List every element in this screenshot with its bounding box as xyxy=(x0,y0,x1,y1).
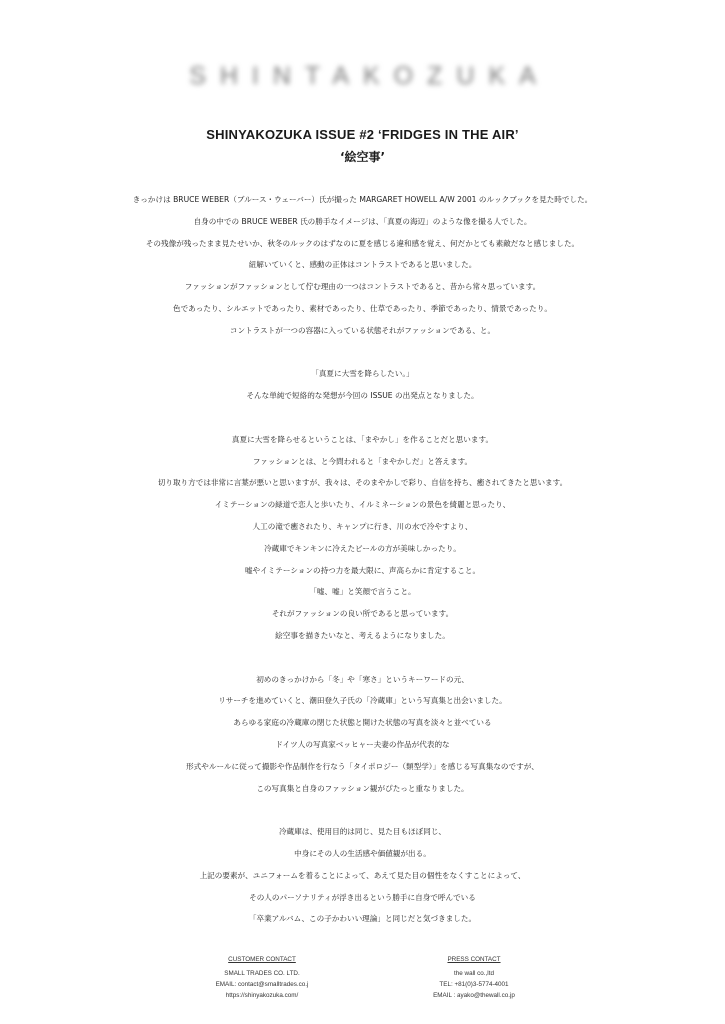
text-line: ドイツ人の写真家ベッヒャー夫妻の作品が代表的な xyxy=(275,739,450,749)
customer-contact xyxy=(152,954,372,1001)
paragraph-gap xyxy=(0,647,725,669)
text-line: 中身にその人の生活感や価値観が出る。 xyxy=(294,848,431,858)
text-line: あらゆる家庭の冷蔵庫の閉じた状態と開けた状態の写真を淡々と並べている xyxy=(233,718,492,728)
text-line: ファッションがファッションとして佇む理由の一つはコントラストであると、昔から常々思っています。 xyxy=(184,282,541,292)
text-line: きっかけは BRUCE WEBER（ブルース・ウェーバー）氏が撮った MARGARET HOWELL A/W 2001 のルックブックを見た時でした。 xyxy=(132,195,593,204)
paragraph-gap xyxy=(0,407,725,429)
statement-body xyxy=(0,189,725,930)
text-line: コントラストが一つの容器に入っている状態それがファッションである、と。 xyxy=(229,325,496,335)
text-line: 冷蔵庫は、使用目的は同じ、見た目もほぼ同じ、 xyxy=(278,827,447,837)
press-email-link[interactable]: EMAIL : ayako@thewall.co.jp xyxy=(433,992,515,999)
text-line: リサーチを進めていくと、潮田登久子氏の「冷蔵庫」という写真集と出会いました。 xyxy=(218,696,507,706)
customer-website-link[interactable]: https://shinyakozuka.com/ xyxy=(225,992,299,999)
text-line: そんな単純で短絡的な発想が今回の ISSUE の出発点となりました。 xyxy=(246,391,479,401)
press-tel: TEL: +81(0)3-5774-4001 xyxy=(439,981,509,988)
text-line: 「嘘、嘘」と笑顔で言うこと。 xyxy=(309,587,416,597)
text-line: それがファッションの良い所であると思っています。 xyxy=(271,609,454,619)
paragraph-gap xyxy=(0,799,725,821)
text-line: 自身の中での BRUCE WEBER 氏の勝手なイメージは、「真夏の海辺」のような像を撮る人でした。 xyxy=(193,216,532,226)
text-line: 形式やルールに従って撮影や作品制作を行なう「タイポロジー（類型学）」を感じる写真集なのですが、 xyxy=(186,761,539,771)
text-line: その人のパーソナリティが浮き出るという勝手に自身で呼んでいる xyxy=(249,892,476,902)
text-line: 初めのきっかけから「冬」や「寒さ」というキーワードの元、 xyxy=(256,674,469,684)
text-line: 冷蔵庫でキンキンに冷えたビールの方が美味しかったり。 xyxy=(264,543,461,553)
text-line: 絵空事を描きたいなと、考えるようになりました。 xyxy=(275,630,450,640)
text-line: 切り取り方では非常に言葉が悪いと思いますが、我々は、そのまやかしで彩り、自信を持ち、癒されてきたと思います。 xyxy=(157,478,568,488)
press-contact-heading: PRESS CONTACT xyxy=(447,956,501,963)
text-line: 色であったり、シルエットであったり、素材であったり、仕草であったり、季節であったり、情景であったり。 xyxy=(173,303,552,313)
press-company: the wall co.,ltd xyxy=(454,970,494,977)
text-line: この写真集と自身のファッション観がぴたっと重なりました。 xyxy=(256,783,469,793)
paragraph-gap xyxy=(0,342,725,364)
text-line: 真夏に大雪を降らせるということは、「まやかし」を作ることだと思います。 xyxy=(231,434,494,444)
text-line: 嘘やイミテーションの持つ力を最大限に、声高らかに肯定すること。 xyxy=(244,565,481,575)
text-line: その残像が残ったまま見たせいか、秋冬のルックのはずなのに夏を感じる違和感を覚え、何だかとても素敵だなと感じました。 xyxy=(145,238,580,248)
text-line: 「卒業アルバム、この子かわいい理論」と同じだと気づきました。 xyxy=(248,914,477,924)
customer-email-link[interactable]: EMAIL: contact@smalltrades.co.j xyxy=(215,981,309,988)
text-line: 人工の滝で癒されたり、キャンプに行き、川の水で冷やすより、 xyxy=(252,521,473,531)
text-line: 「真夏に大雪を降らしたい。」 xyxy=(311,369,414,379)
press-contact xyxy=(364,954,584,1001)
text-line: 紐解いていくと、感動の正体はコントラストであると思いました。 xyxy=(248,260,477,270)
brand-logo: SHINTAKOZUKA xyxy=(189,62,550,90)
page-subtitle: ‘絵空事’ xyxy=(339,150,386,164)
customer-company: SMALL TRADES CO. LTD. xyxy=(224,970,300,977)
text-line: ファッションとは、と今問われると「まやかしだ」と答えます。 xyxy=(252,456,473,466)
customer-contact-heading: CUSTOMER CONTACT xyxy=(228,956,296,963)
text-line: イミテーションの緑道で恋人と歩いたり、イルミネーションの景色を綺麗と思ったり、 xyxy=(214,500,511,510)
page-title: SHINYAKOZUKA ISSUE #2 ‘FRIDGES IN THE AIR’ xyxy=(206,127,519,142)
text-line: 上記の要素が、ユニフォームを着ることによって、あえて見た目の個性をなくすことによって、 xyxy=(199,870,526,880)
